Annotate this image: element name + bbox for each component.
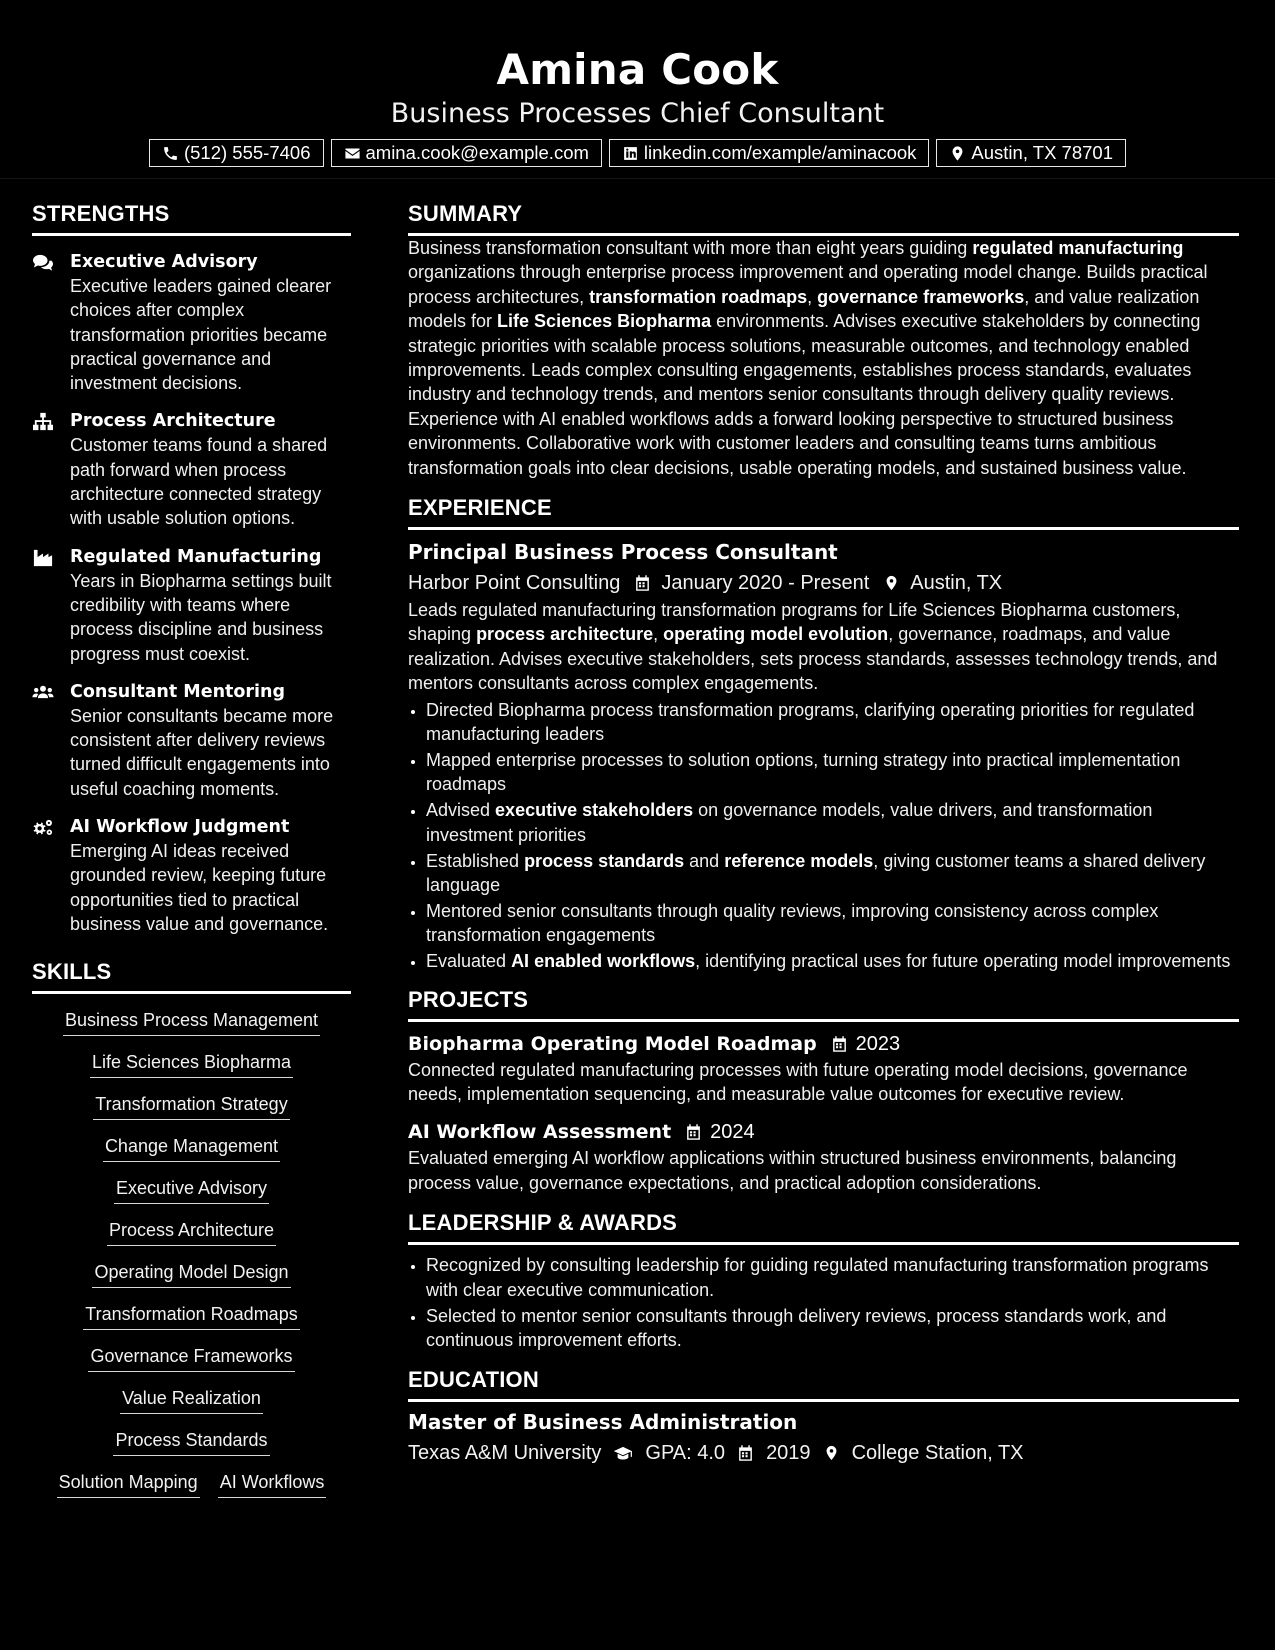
project-name: Biopharma Operating Model Roadmap: [408, 1032, 817, 1055]
skill-tag: Governance Frameworks: [88, 1344, 294, 1372]
linkedin-text: linkedin.com/example/aminacook: [643, 142, 917, 163]
strength-item: [32, 815, 351, 936]
project-item: [408, 1030, 1239, 1107]
education-meta: [408, 1438, 1239, 1468]
email-text: amina.cook@example.com: [365, 142, 589, 163]
contact-linkedin[interactable]: [609, 139, 930, 167]
company-name: Harbor Point Consulting: [408, 572, 621, 595]
candidate-title: Business Processes Chief Consultant: [390, 98, 885, 129]
phone-icon: [162, 145, 179, 162]
map-pin-icon: [949, 145, 966, 162]
location-text: Austin, TX 78701: [971, 142, 1113, 163]
strength-heading: Consultant Mentoring: [70, 681, 286, 702]
section-rule: [408, 1019, 1239, 1022]
phone-text: (512) 555-7406: [183, 142, 311, 163]
education-title: EDUCATION: [408, 1367, 539, 1393]
gpa: GPA: 4.0: [645, 1442, 726, 1465]
right-column: [408, 200, 1239, 1468]
strength-heading: AI Workflow Judgment: [70, 817, 290, 838]
strength-heading: Process Architecture: [70, 411, 276, 432]
projects-title: PROJECTS: [408, 986, 529, 1012]
skill-tag: Change Management: [103, 1134, 280, 1162]
degree-name: Master of Business Administration: [408, 1410, 798, 1435]
industry-icon: [32, 548, 54, 568]
summary-text: Business transformation consultant with more than eight years guiding regulated manufacturing organizations through enterprise process improvement and operating model change. Builds practical process architectures, transformation roadmaps, governance frameworks, and value realization models for Life Sciences Biopharma environments. Advises executive stakeholders by connecting strategic priorities with scalable process solutions, measurable outcomes, and technology enabled improvements. Leads complex consulting engagements, establishes process standards, evaluates industry and technology trends, and mentors senior consultants through delivery quality reviews. Experience with AI enabled workflows adds a forward looking perspective to structured business environments. Collaborative work with customer leaders and consulting teams turns ambitious transformation goals into clear decisions, usable operating models, and sustained business value.: [408, 238, 1208, 478]
calendar-icon: [737, 1444, 754, 1462]
skill-tag: AI Workflows: [218, 1470, 327, 1498]
strength-item: [32, 250, 351, 395]
job-bullets: [408, 698, 1239, 974]
strength-text: Customer teams found a shared path forward when process architecture connected strategy with usable solution options.: [70, 435, 328, 529]
strength-item: [32, 545, 351, 666]
envelope-icon: [344, 145, 361, 162]
job-meta: [408, 568, 1239, 598]
strengths-section: [32, 200, 351, 936]
strength-text: Executive leaders gained clearer choices after complex transformation priorities became practical governance and investment decisions.: [70, 276, 332, 394]
skills-title: SKILLS: [32, 959, 112, 985]
strength-item: [32, 409, 351, 530]
project-year: 2024: [710, 1121, 755, 1144]
job-description: Leads regulated manufacturing transformation programs for Life Sciences Biopharma customers, shaping process architecture, operating model evolution, governance, roadmaps, and value realization. Advises executive stakeholders, sets process standards, assesses technology trends, and mentors consultants across complex engagements.: [408, 600, 1218, 694]
list-item: • Mentored senior consultants through quality reviews, improving consistency across complex transformation engagements: [426, 899, 1239, 948]
list-item: • Directed Biopharma process transformation programs, clarifying operating priorities for regulated manufacturing leaders: [426, 698, 1239, 747]
contact-location[interactable]: [936, 139, 1126, 167]
skill-tag: Value Realization: [120, 1386, 263, 1414]
section-rule: [32, 233, 351, 236]
linkedin-icon: [622, 145, 639, 162]
skill-tag: Process Standards: [113, 1428, 269, 1456]
skill-tag: Executive Advisory: [114, 1176, 269, 1204]
summary-title: SUMMARY: [408, 201, 523, 226]
project-description: Evaluated emerging AI workflow applications within structured business environments, balancing process value, governance expectations, and practical adoption considerations.: [408, 1148, 1177, 1193]
strength-item: [32, 680, 351, 801]
calendar-icon: [634, 574, 651, 592]
list-item: • Mapped enterprise processes to solution options, turning strategy into practical implementation roadmaps: [426, 748, 1239, 797]
resume-header: [0, 0, 1275, 167]
section-rule: [32, 991, 351, 994]
school-name: Texas A&M University: [408, 1442, 602, 1465]
experience-section: [408, 494, 1239, 974]
strength-text: Senior consultants became more consistent after delivery reviews turned difficult engagements into useful coaching moments.: [70, 705, 334, 799]
experience-title: EXPERIENCE: [408, 495, 552, 521]
list-item: • Recognized by consulting leadership for guiding regulated manufacturing transformation programs with clear executive communication.: [426, 1253, 1239, 1302]
users-icon: [32, 683, 54, 703]
map-pin-icon: [883, 574, 900, 592]
list-item: • Evaluated AI enabled workflows, identifying practical uses for future operating model improvements: [426, 949, 1239, 973]
graduation-cap-icon: [613, 1444, 633, 1462]
map-pin-icon: [823, 1444, 840, 1462]
header-divider: [0, 178, 1275, 179]
skills-section: [32, 958, 351, 1498]
left-column: [32, 200, 351, 1498]
job-dates: January 2020 - Present: [661, 572, 870, 595]
leadership-bullets: [408, 1253, 1239, 1352]
contact-email[interactable]: [331, 139, 602, 167]
strength-text: Years in Biopharma settings built credibility with teams where process discipline and business progress must coexist.: [70, 570, 332, 664]
section-rule: [408, 1242, 1239, 1245]
calendar-icon: [685, 1123, 702, 1141]
job-location: Austin, TX: [910, 572, 1003, 595]
cogs-icon: [32, 818, 54, 838]
strengths-title: STRENGTHS: [32, 201, 170, 226]
summary-section: [408, 200, 1239, 480]
project-name: AI Workflow Assessment: [408, 1121, 672, 1144]
sitemap-icon: [32, 412, 54, 432]
section-rule: [408, 527, 1239, 530]
project-year: 2023: [855, 1032, 901, 1055]
strength-heading: Regulated Manufacturing: [70, 546, 322, 567]
skill-tag: Transformation Roadmaps: [83, 1302, 299, 1330]
projects-section: [408, 986, 1239, 1196]
leadership-section: [408, 1209, 1239, 1352]
graduation-year: 2019: [766, 1442, 811, 1465]
skill-tag: Process Architecture: [107, 1218, 276, 1246]
comments-icon: [32, 253, 54, 273]
strength-heading: Executive Advisory: [70, 252, 258, 272]
list-item: • Established process standards and reference models, giving customer teams a shared delivery language: [426, 849, 1239, 898]
project-description: Connected regulated manufacturing processes with future operating model decisions, governance needs, implementation sequencing, and measurable value outcomes for executive review.: [408, 1059, 1188, 1105]
contact-phone[interactable]: [149, 139, 324, 167]
skill-tag: Operating Model Design: [92, 1260, 290, 1288]
skill-tag: Life Sciences Biopharma: [90, 1050, 293, 1078]
project-item: [408, 1118, 1239, 1195]
school-location: College Station, TX: [851, 1442, 1024, 1465]
skills-list: [32, 1008, 351, 1498]
skill-tag: Transformation Strategy: [93, 1092, 289, 1120]
skill-tag: Solution Mapping: [57, 1470, 200, 1498]
list-item: • Advised executive stakeholders on governance models, value drivers, and transformation investment priorities: [426, 798, 1239, 847]
leadership-title: LEADERSHIP & AWARDS: [408, 1210, 678, 1236]
list-item: • Selected to mentor senior consultants through delivery reviews, process standards work, and continuous improvement efforts.: [426, 1304, 1239, 1353]
education-section: [408, 1366, 1239, 1468]
calendar-icon: [831, 1035, 848, 1053]
skill-tag: Business Process Management: [63, 1008, 320, 1036]
section-rule: [408, 1399, 1239, 1402]
strength-text: Emerging AI ideas received grounded review, keeping future opportunities tied to practical business value and governance.: [70, 841, 329, 934]
candidate-name: Amina Cook: [496, 45, 779, 94]
job-title: Principal Business Process Consultant: [408, 540, 838, 565]
contact-bar: [0, 139, 1275, 167]
